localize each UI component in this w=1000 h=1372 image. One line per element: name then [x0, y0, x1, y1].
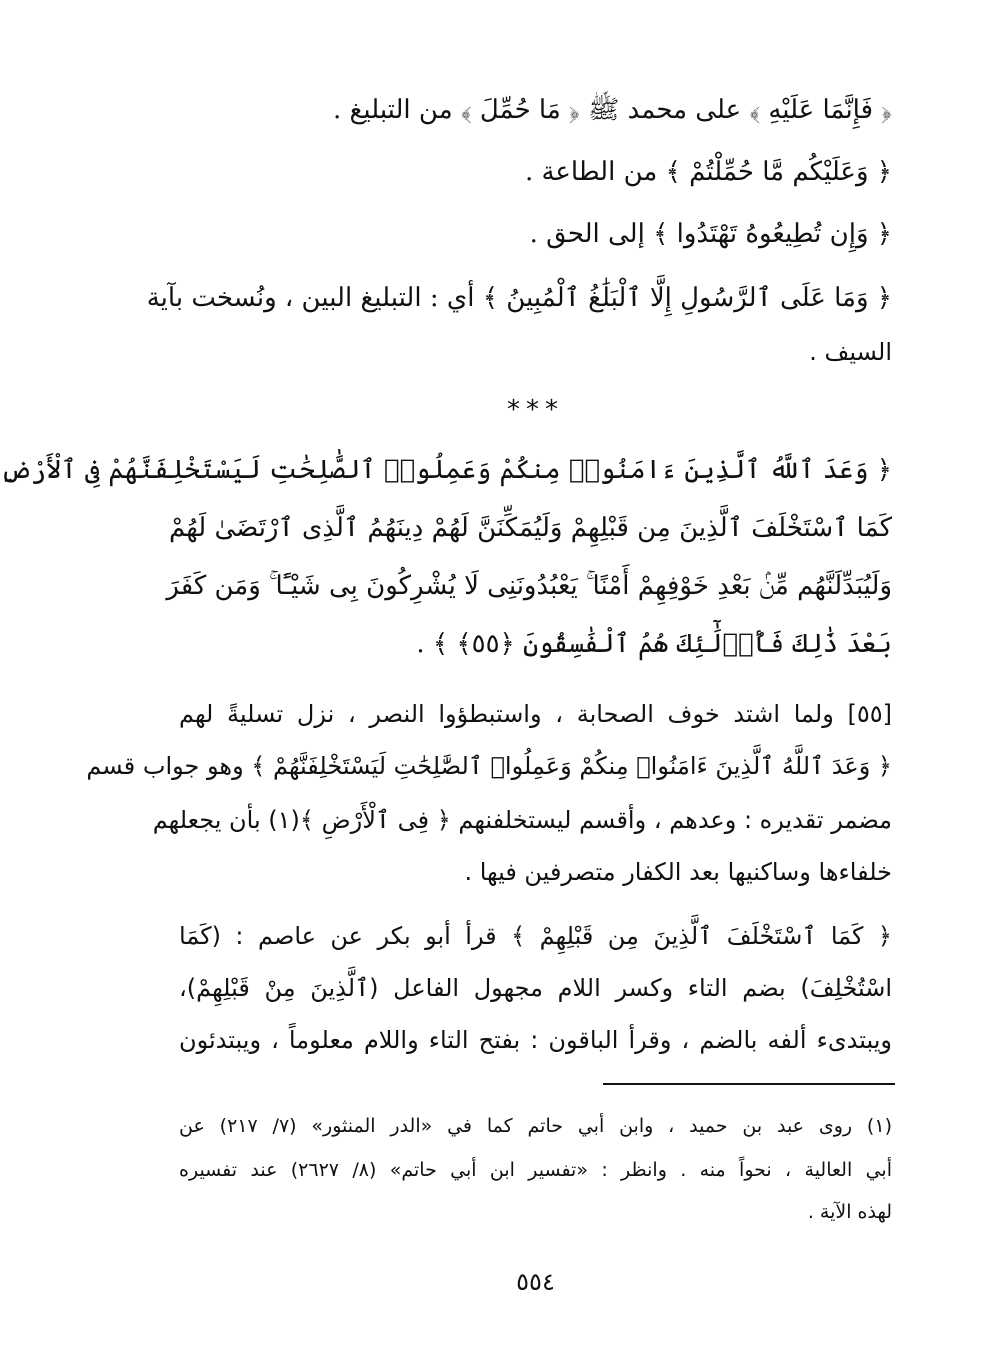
- commentary-line-5: ﴿ كَمَا ٱسْتَخْلَفَ ٱلَّذِينَ مِن قَبْلِهِمْ ﴾ قرأ أبو بكر عن عاصم : (كَمَا: [179, 922, 892, 950]
- section-separator: ***: [507, 395, 564, 425]
- commentary-line-3: مضمر تقديره : وعدهم ، وأقسم ليستخلفنهم ﴿ فِى ٱلْأَرْضِ ﴾(١) بأن يجعلهم: [152, 806, 892, 834]
- verse-line-4: بَعْدَ ذَٰلِكَ فَأُو۟لَٰٓئِكَ هُمُ ٱلْفَٰسِقُونَ ﴿٥٥﴾ ﴾ .: [416, 629, 892, 659]
- verse-line-2: كَمَا ٱسْتَخْلَفَ ٱلَّذِينَ مِن قَبْلِهِمْ وَلَيُمَكِّنَنَّ لَهُمْ دِينَهُمُ ٱلَّذِى ٱرْتَضَىٰ لَهُمْ: [169, 513, 892, 543]
- commentary-line-6: اسْتُخْلِفَ) بضم التاء وكسر اللام مجهول الفاعل (ٱلَّذِينَ مِنْ قَبْلِهِمْ)،: [179, 974, 892, 1002]
- page-number: ٥٥٤: [516, 1268, 555, 1296]
- footnote-line-3: لهذه الآية .: [807, 1201, 892, 1223]
- commentary-line-2: ﴿ وَعَدَ ٱللَّهُ ٱلَّذِينَ ءَامَنُوا۟ مِنكُمْ وَعَمِلُوا۟ ٱلصَّٰلِحَٰتِ لَيَسْتَخْلِفَنَّهُمْ ﴾ وهو جواب قسم: [86, 752, 892, 780]
- commentary-line-4: خلفاءها وساكنيها بعد الكفار متصرفين فيها .: [464, 858, 892, 886]
- commentary-line-1: [٥٥] ولما اشتد خوف الصحابة ، واستبطؤوا النصر ، نزل تسليةً لهم: [179, 700, 892, 728]
- text-line-1: ﴿ فَإِنَّمَا عَلَيْهِ ﴾ على محمد ﷺ ﴿ مَا حُمِّلَ ﴾ من التبليغ .: [333, 95, 892, 125]
- verse-line-3: وَلَيُبَدِّلَنَّهُم مِّنۢ بَعْدِ خَوْفِهِمْ أَمْنًا ۚ يَعْبُدُونَنِى لَا يُشْرِكُونَ بِى شَيْـًٔا ۚ وَمَن كَفَرَ: [166, 571, 892, 601]
- footnote-rule: [603, 1083, 895, 1085]
- text-line-3: ﴿ وَإِن تُطِيعُوهُ تَهْتَدُوا ﴾ إلى الحق .: [529, 219, 892, 249]
- verse-line-1: ﴿ وَعَدَ ٱللَّهُ ٱلَّذِينَ ءَامَنُوا۟ مِنكُمْ وَعَمِلُوا۟ ٱلصَّٰلِحَٰتِ لَيَسْتَخْلِفَنَّهُمْ فِى ٱلْأَرْضِ: [0, 455, 892, 485]
- text-line-5: السيف .: [809, 338, 892, 366]
- text-line-4: ﴿ وَمَا عَلَى ٱلرَّسُولِ إِلَّا ٱلْبَلَٰغُ ٱلْمُبِينُ ﴾ أي : التبليغ البين ، ونُسخت بآية: [146, 283, 892, 313]
- footnote-line-1: (١) روى عبد بن حميد ، وابن أبي حاتم كما في «الدر المنثور» (٧/ ٢١٧) عن: [179, 1115, 892, 1137]
- commentary-line-7: ويبتدىء ألفه بالضم ، وقرأ الباقون : بفتح التاء واللام معلوماً ، ويبتدئون: [179, 1026, 892, 1054]
- text-line-2: ﴿ وَعَلَيْكُم مَّا حُمِّلْتُمْ ﴾ من الطاعة .: [524, 157, 892, 187]
- footnote-line-2: أبي العالية ، نحواً منه . وانظر : «تفسير ابن أبي حاتم» (٨/ ٢٦٢٧) عند تفسيره: [179, 1159, 892, 1181]
